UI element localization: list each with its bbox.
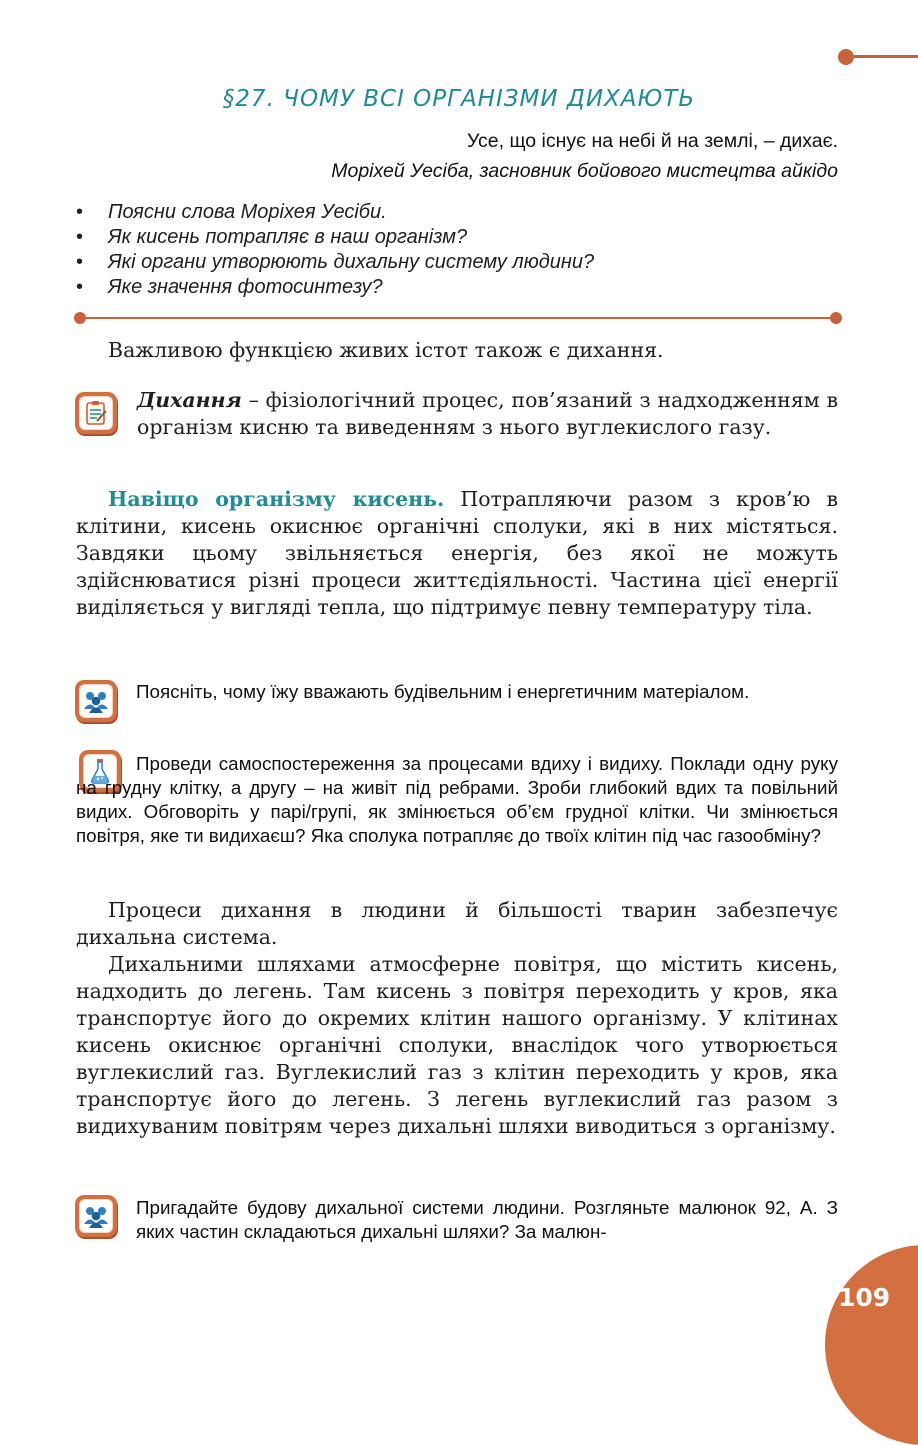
list-item: • Як кисень потрапляє в наш організм? — [76, 225, 594, 250]
airways-paragraph: Дихальними шляхами атмосферне повітря, що містить кисень, надходить до легень. Там кисень з повітря переходить у кров, яка транспортує його до окремих клітин нашого організму. У клітинах кисень окиснює органічні сполуки, внаслідок чого утворюється вуглекислий газ. Вуглекислий газ з клітин переходить у кров, яка транспортує його до легень. З легень вуглекислий газ разом з видихуваним повітрям через дихальні шляхи виводиться з організму. — [76, 952, 838, 1138]
page-title: §27. ЧОМУ ВСІ ОРГАНІЗМИ ДИХАЮТЬ — [222, 86, 696, 112]
section-divider — [80, 317, 836, 319]
task-observe-text: Проведи самоспостереження за процесами вдиху і видиху. Поклади одну руку на грудну клітку, а другу – на живіт під ребрами. Зроби глибокий вдих та повільний видих. Обговоріть у парі/групі, як змінюється об’єм грудної клітки. Чи змінюється повітря, яке ти видихаєш? Яка сполука потрапляє до твоїх клітин під час газообміну? — [76, 753, 838, 846]
oxygen-text: Потрапляючи разом з кров’ю в клітини, кисень окиснює органічні сполуки, які в них містяться. Завдяки цьому звільняється енергія, без якої не можуть здійснюватися різні процеси життєдіяльності. Частина цієї енергії виділяється у вигляді тепла, що підтримує певну температуру тіла. — [76, 487, 838, 619]
divider-dot-right — [830, 312, 842, 324]
page-number: 109 — [838, 1283, 891, 1312]
questions-list — [76, 200, 594, 300]
definition-paragraph — [137, 387, 838, 441]
divider-dot-left — [74, 312, 86, 324]
definition-term: Дихання — [137, 388, 242, 412]
header-decor-line — [846, 55, 918, 58]
system-paragraph: Процеси дихання в людини й більшості тварин забезпечує дихальна система. — [76, 898, 838, 949]
list-item: • Поясни слова Моріхея Уесіби. — [76, 200, 594, 225]
epigraph-author: Моріхей Уесіба, засновник бойового мистецтва айкідо — [331, 160, 838, 182]
group-discussion-icon — [75, 1195, 117, 1237]
oxygen-paragraph — [76, 486, 838, 621]
intro-paragraph: Важливою функцією живих істот також є дихання. — [108, 338, 664, 362]
task-explain-text: Поясніть, чому їжу вважають будівельним і енергетичним матеріалом. — [136, 681, 750, 702]
oxygen-heading: Навіщо організму кисень. — [108, 487, 445, 511]
header-decor-dot — [838, 49, 854, 65]
task-recall-text: Пригадайте будову дихальної системи людини. Розгляньте малюнок 92, А. З яких частин складаються дихальні шляхи? За малюн- — [136, 1197, 838, 1242]
list-item: • Які органи утворюють дихальну систему людини? — [76, 250, 594, 275]
list-item: • Яке значення фотосинтезу? — [76, 275, 594, 300]
definition-icon — [75, 392, 117, 434]
page-number-badge — [825, 1245, 918, 1445]
group-discussion-icon — [75, 680, 117, 722]
definition-text: – фізіологічний процес, пов’язаний з надходженням в організм кисню та виведенням з нього вуглекислого газу. — [137, 388, 838, 439]
epigraph-quote: Усе, що існує на небі й на землі, – дихає. — [466, 130, 838, 152]
